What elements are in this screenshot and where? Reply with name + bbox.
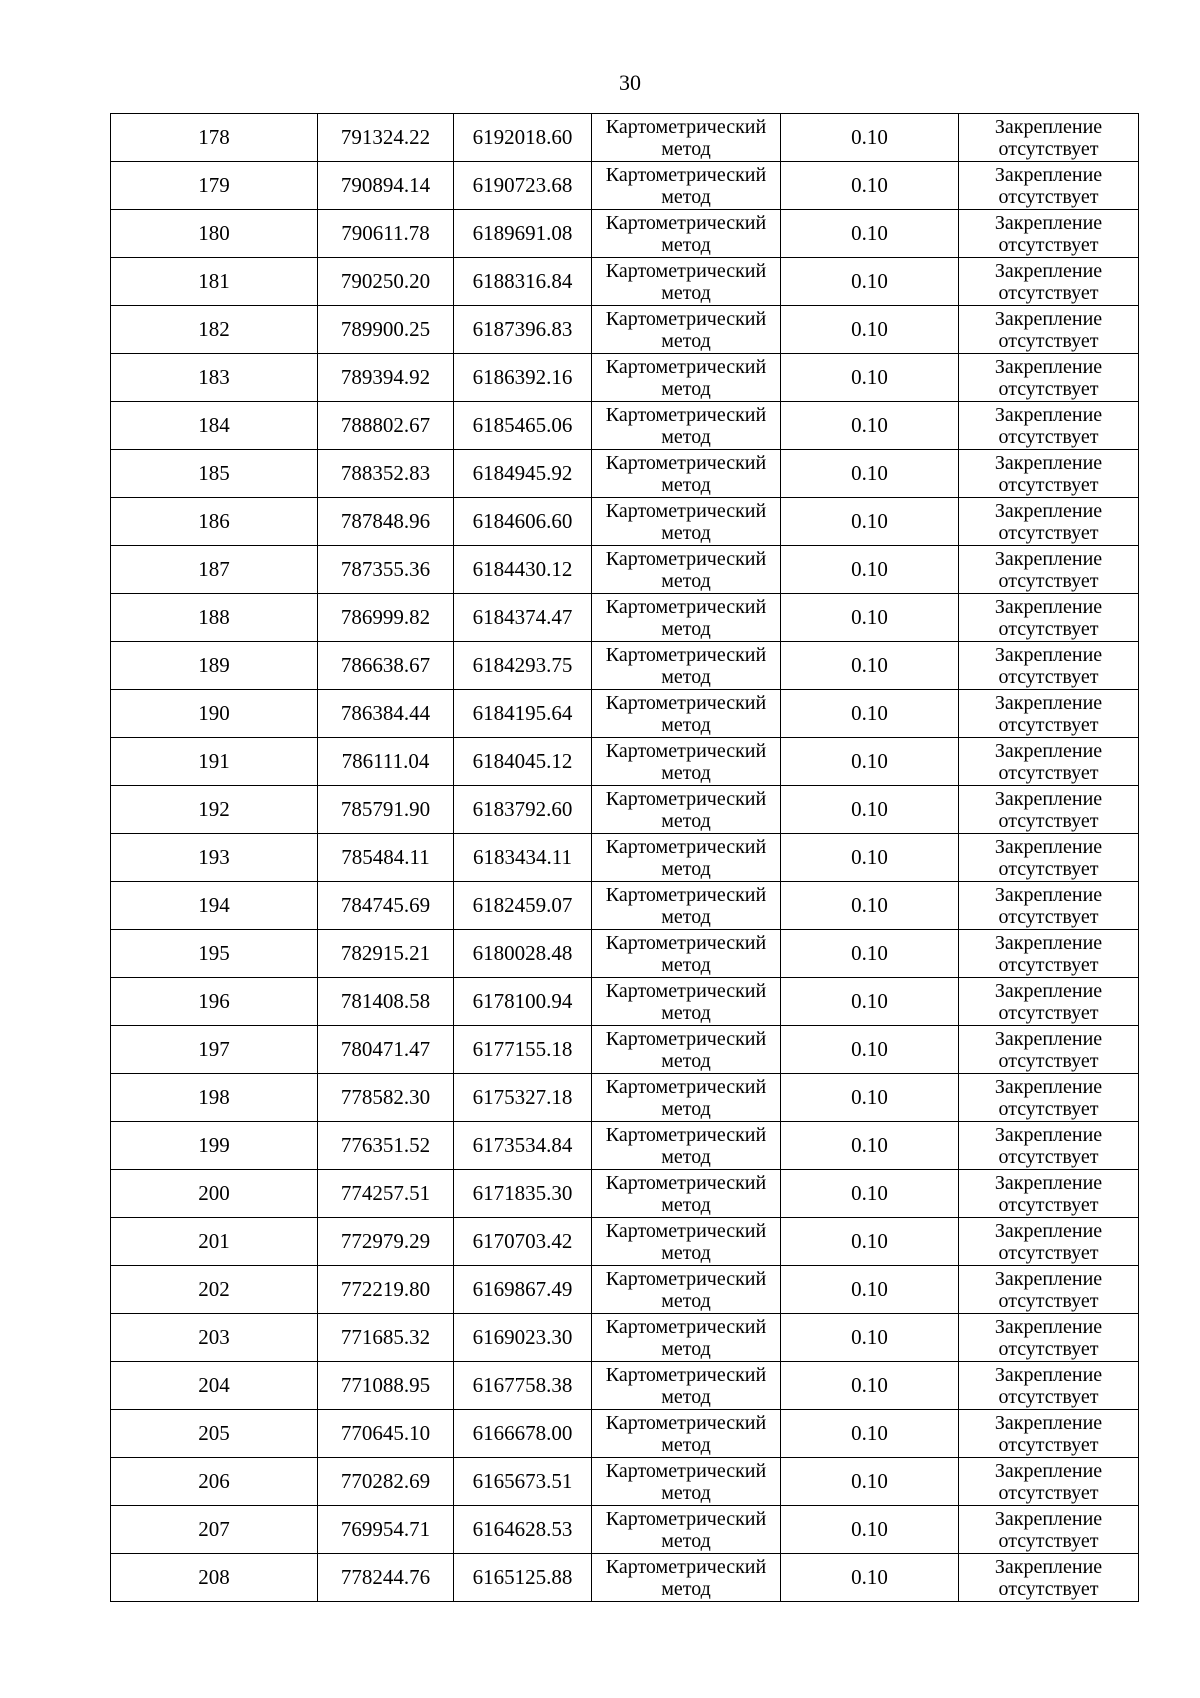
method-cell: Картометрический метод bbox=[592, 1218, 781, 1266]
fixation-cell: Закрепление отсутствует bbox=[959, 1026, 1139, 1074]
point-number-cell: 204 bbox=[111, 1362, 318, 1410]
x-coordinate-cell: 786638.67 bbox=[318, 642, 454, 690]
fixation-cell: Закрепление отсутствует bbox=[959, 258, 1139, 306]
accuracy-cell: 0.10 bbox=[781, 882, 959, 930]
table-row bbox=[111, 1314, 1139, 1362]
y-coordinate-cell: 6190723.68 bbox=[454, 162, 592, 210]
x-coordinate-cell: 787848.96 bbox=[318, 498, 454, 546]
method-cell: Картометрический метод bbox=[592, 738, 781, 786]
x-coordinate-cell: 780471.47 bbox=[318, 1026, 454, 1074]
x-coordinate-cell: 790894.14 bbox=[318, 162, 454, 210]
table-row bbox=[111, 738, 1139, 786]
table-row bbox=[111, 1218, 1139, 1266]
fixation-cell: Закрепление отсутствует bbox=[959, 1314, 1139, 1362]
fixation-cell: Закрепление отсутствует bbox=[959, 1410, 1139, 1458]
table-row bbox=[111, 1122, 1139, 1170]
y-coordinate-cell: 6167758.38 bbox=[454, 1362, 592, 1410]
method-cell: Картометрический метод bbox=[592, 1314, 781, 1362]
x-coordinate-cell: 788802.67 bbox=[318, 402, 454, 450]
accuracy-cell: 0.10 bbox=[781, 498, 959, 546]
accuracy-cell: 0.10 bbox=[781, 738, 959, 786]
point-number-cell: 201 bbox=[111, 1218, 318, 1266]
y-coordinate-cell: 6169023.30 bbox=[454, 1314, 592, 1362]
fixation-cell: Закрепление отсутствует bbox=[959, 498, 1139, 546]
point-number-cell: 179 bbox=[111, 162, 318, 210]
method-cell: Картометрический метод bbox=[592, 978, 781, 1026]
method-cell: Картометрический метод bbox=[592, 402, 781, 450]
fixation-cell: Закрепление отсутствует bbox=[959, 402, 1139, 450]
point-number-cell: 191 bbox=[111, 738, 318, 786]
table-row bbox=[111, 546, 1139, 594]
fixation-cell: Закрепление отсутствует bbox=[959, 1170, 1139, 1218]
fixation-cell: Закрепление отсутствует bbox=[959, 738, 1139, 786]
table-row bbox=[111, 1554, 1139, 1602]
point-number-cell: 200 bbox=[111, 1170, 318, 1218]
fixation-cell: Закрепление отсутствует bbox=[959, 1506, 1139, 1554]
method-cell: Картометрический метод bbox=[592, 162, 781, 210]
fixation-cell: Закрепление отсутствует bbox=[959, 162, 1139, 210]
method-cell: Картометрический метод bbox=[592, 258, 781, 306]
point-number-cell: 203 bbox=[111, 1314, 318, 1362]
point-number-cell: 190 bbox=[111, 690, 318, 738]
fixation-cell: Закрепление отсутствует bbox=[959, 1122, 1139, 1170]
point-number-cell: 195 bbox=[111, 930, 318, 978]
point-number-cell: 184 bbox=[111, 402, 318, 450]
point-number-cell: 202 bbox=[111, 1266, 318, 1314]
table-row bbox=[111, 450, 1139, 498]
table-row bbox=[111, 1266, 1139, 1314]
point-number-cell: 186 bbox=[111, 498, 318, 546]
x-coordinate-cell: 771088.95 bbox=[318, 1362, 454, 1410]
method-cell: Картометрический метод bbox=[592, 642, 781, 690]
method-cell: Картометрический метод bbox=[592, 882, 781, 930]
x-coordinate-cell: 786111.04 bbox=[318, 738, 454, 786]
y-coordinate-cell: 6184045.12 bbox=[454, 738, 592, 786]
fixation-cell: Закрепление отсутствует bbox=[959, 930, 1139, 978]
x-coordinate-cell: 771685.32 bbox=[318, 1314, 454, 1362]
fixation-cell: Закрепление отсутствует bbox=[959, 642, 1139, 690]
method-cell: Картометрический метод bbox=[592, 1074, 781, 1122]
accuracy-cell: 0.10 bbox=[781, 642, 959, 690]
y-coordinate-cell: 6188316.84 bbox=[454, 258, 592, 306]
coordinates-table bbox=[110, 113, 1139, 1602]
table-row bbox=[111, 306, 1139, 354]
y-coordinate-cell: 6185465.06 bbox=[454, 402, 592, 450]
method-cell: Картометрический метод bbox=[592, 1506, 781, 1554]
y-coordinate-cell: 6184430.12 bbox=[454, 546, 592, 594]
accuracy-cell: 0.10 bbox=[781, 450, 959, 498]
point-number-cell: 194 bbox=[111, 882, 318, 930]
method-cell: Картометрический метод bbox=[592, 594, 781, 642]
method-cell: Картометрический метод bbox=[592, 834, 781, 882]
method-cell: Картометрический метод bbox=[592, 1554, 781, 1602]
table-row bbox=[111, 882, 1139, 930]
accuracy-cell: 0.10 bbox=[781, 1170, 959, 1218]
x-coordinate-cell: 785791.90 bbox=[318, 786, 454, 834]
y-coordinate-cell: 6165673.51 bbox=[454, 1458, 592, 1506]
table-row bbox=[111, 258, 1139, 306]
x-coordinate-cell: 787355.36 bbox=[318, 546, 454, 594]
table-row bbox=[111, 162, 1139, 210]
fixation-cell: Закрепление отсутствует bbox=[959, 978, 1139, 1026]
x-coordinate-cell: 786384.44 bbox=[318, 690, 454, 738]
accuracy-cell: 0.10 bbox=[781, 1458, 959, 1506]
x-coordinate-cell: 788352.83 bbox=[318, 450, 454, 498]
fixation-cell: Закрепление отсутствует bbox=[959, 594, 1139, 642]
table-body bbox=[111, 114, 1139, 1602]
y-coordinate-cell: 6178100.94 bbox=[454, 978, 592, 1026]
y-coordinate-cell: 6184606.60 bbox=[454, 498, 592, 546]
fixation-cell: Закрепление отсутствует bbox=[959, 114, 1139, 162]
x-coordinate-cell: 786999.82 bbox=[318, 594, 454, 642]
x-coordinate-cell: 774257.51 bbox=[318, 1170, 454, 1218]
fixation-cell: Закрепление отсутствует bbox=[959, 354, 1139, 402]
y-coordinate-cell: 6184945.92 bbox=[454, 450, 592, 498]
method-cell: Картометрический метод bbox=[592, 1362, 781, 1410]
x-coordinate-cell: 785484.11 bbox=[318, 834, 454, 882]
accuracy-cell: 0.10 bbox=[781, 1314, 959, 1362]
accuracy-cell: 0.10 bbox=[781, 978, 959, 1026]
fixation-cell: Закрепление отсутствует bbox=[959, 450, 1139, 498]
accuracy-cell: 0.10 bbox=[781, 1122, 959, 1170]
point-number-cell: 188 bbox=[111, 594, 318, 642]
y-coordinate-cell: 6173534.84 bbox=[454, 1122, 592, 1170]
point-number-cell: 182 bbox=[111, 306, 318, 354]
accuracy-cell: 0.10 bbox=[781, 114, 959, 162]
x-coordinate-cell: 776351.52 bbox=[318, 1122, 454, 1170]
method-cell: Картометрический метод bbox=[592, 786, 781, 834]
x-coordinate-cell: 769954.71 bbox=[318, 1506, 454, 1554]
table-row bbox=[111, 1362, 1139, 1410]
page-number: 30 bbox=[619, 70, 641, 95]
table-row bbox=[111, 210, 1139, 258]
x-coordinate-cell: 784745.69 bbox=[318, 882, 454, 930]
x-coordinate-cell: 770282.69 bbox=[318, 1458, 454, 1506]
method-cell: Картометрический метод bbox=[592, 114, 781, 162]
accuracy-cell: 0.10 bbox=[781, 594, 959, 642]
y-coordinate-cell: 6165125.88 bbox=[454, 1554, 592, 1602]
accuracy-cell: 0.10 bbox=[781, 1026, 959, 1074]
point-number-cell: 198 bbox=[111, 1074, 318, 1122]
accuracy-cell: 0.10 bbox=[781, 258, 959, 306]
x-coordinate-cell: 778582.30 bbox=[318, 1074, 454, 1122]
method-cell: Картометрический метод bbox=[592, 1122, 781, 1170]
fixation-cell: Закрепление отсутствует bbox=[959, 1362, 1139, 1410]
point-number-cell: 192 bbox=[111, 786, 318, 834]
point-number-cell: 193 bbox=[111, 834, 318, 882]
accuracy-cell: 0.10 bbox=[781, 162, 959, 210]
point-number-cell: 178 bbox=[111, 114, 318, 162]
y-coordinate-cell: 6180028.48 bbox=[454, 930, 592, 978]
fixation-cell: Закрепление отсутствует bbox=[959, 834, 1139, 882]
point-number-cell: 189 bbox=[111, 642, 318, 690]
table-row bbox=[111, 978, 1139, 1026]
y-coordinate-cell: 6182459.07 bbox=[454, 882, 592, 930]
method-cell: Картометрический метод bbox=[592, 546, 781, 594]
point-number-cell: 196 bbox=[111, 978, 318, 1026]
method-cell: Картометрический метод bbox=[592, 930, 781, 978]
fixation-cell: Закрепление отсутствует bbox=[959, 1218, 1139, 1266]
fixation-cell: Закрепление отсутствует bbox=[959, 1266, 1139, 1314]
y-coordinate-cell: 6177155.18 bbox=[454, 1026, 592, 1074]
point-number-cell: 183 bbox=[111, 354, 318, 402]
fixation-cell: Закрепление отсутствует bbox=[959, 690, 1139, 738]
method-cell: Картометрический метод bbox=[592, 306, 781, 354]
accuracy-cell: 0.10 bbox=[781, 1410, 959, 1458]
fixation-cell: Закрепление отсутствует bbox=[959, 1554, 1139, 1602]
method-cell: Картометрический метод bbox=[592, 210, 781, 258]
fixation-cell: Закрепление отсутствует bbox=[959, 546, 1139, 594]
method-cell: Картометрический метод bbox=[592, 1458, 781, 1506]
x-coordinate-cell: 782915.21 bbox=[318, 930, 454, 978]
table-row bbox=[111, 1074, 1139, 1122]
fixation-cell: Закрепление отсутствует bbox=[959, 1074, 1139, 1122]
y-coordinate-cell: 6164628.53 bbox=[454, 1506, 592, 1554]
table-row bbox=[111, 834, 1139, 882]
y-coordinate-cell: 6171835.30 bbox=[454, 1170, 592, 1218]
point-number-cell: 206 bbox=[111, 1458, 318, 1506]
y-coordinate-cell: 6187396.83 bbox=[454, 306, 592, 354]
y-coordinate-cell: 6175327.18 bbox=[454, 1074, 592, 1122]
y-coordinate-cell: 6184293.75 bbox=[454, 642, 592, 690]
x-coordinate-cell: 781408.58 bbox=[318, 978, 454, 1026]
x-coordinate-cell: 789394.92 bbox=[318, 354, 454, 402]
accuracy-cell: 0.10 bbox=[781, 402, 959, 450]
accuracy-cell: 0.10 bbox=[781, 786, 959, 834]
accuracy-cell: 0.10 bbox=[781, 1218, 959, 1266]
table-row bbox=[111, 930, 1139, 978]
y-coordinate-cell: 6184195.64 bbox=[454, 690, 592, 738]
y-coordinate-cell: 6183434.11 bbox=[454, 834, 592, 882]
accuracy-cell: 0.10 bbox=[781, 1074, 959, 1122]
point-number-cell: 181 bbox=[111, 258, 318, 306]
method-cell: Картометрический метод bbox=[592, 1170, 781, 1218]
table-row bbox=[111, 690, 1139, 738]
accuracy-cell: 0.10 bbox=[781, 546, 959, 594]
accuracy-cell: 0.10 bbox=[781, 1554, 959, 1602]
y-coordinate-cell: 6166678.00 bbox=[454, 1410, 592, 1458]
point-number-cell: 208 bbox=[111, 1554, 318, 1602]
accuracy-cell: 0.10 bbox=[781, 1362, 959, 1410]
fixation-cell: Закрепление отсутствует bbox=[959, 210, 1139, 258]
accuracy-cell: 0.10 bbox=[781, 690, 959, 738]
accuracy-cell: 0.10 bbox=[781, 834, 959, 882]
fixation-cell: Закрепление отсутствует bbox=[959, 882, 1139, 930]
table-row bbox=[111, 1026, 1139, 1074]
table-row bbox=[111, 1410, 1139, 1458]
accuracy-cell: 0.10 bbox=[781, 1266, 959, 1314]
fixation-cell: Закрепление отсутствует bbox=[959, 1458, 1139, 1506]
fixation-cell: Закрепление отсутствует bbox=[959, 306, 1139, 354]
y-coordinate-cell: 6183792.60 bbox=[454, 786, 592, 834]
x-coordinate-cell: 770645.10 bbox=[318, 1410, 454, 1458]
x-coordinate-cell: 791324.22 bbox=[318, 114, 454, 162]
x-coordinate-cell: 772979.29 bbox=[318, 1218, 454, 1266]
method-cell: Картометрический метод bbox=[592, 1410, 781, 1458]
table-row bbox=[111, 1458, 1139, 1506]
table-row bbox=[111, 114, 1139, 162]
x-coordinate-cell: 772219.80 bbox=[318, 1266, 454, 1314]
method-cell: Картометрический метод bbox=[592, 1266, 781, 1314]
y-coordinate-cell: 6184374.47 bbox=[454, 594, 592, 642]
table-row bbox=[111, 642, 1139, 690]
x-coordinate-cell: 789900.25 bbox=[318, 306, 454, 354]
x-coordinate-cell: 790250.20 bbox=[318, 258, 454, 306]
point-number-cell: 197 bbox=[111, 1026, 318, 1074]
table-row bbox=[111, 786, 1139, 834]
table-row bbox=[111, 354, 1139, 402]
point-number-cell: 180 bbox=[111, 210, 318, 258]
accuracy-cell: 0.10 bbox=[781, 354, 959, 402]
table-row bbox=[111, 1506, 1139, 1554]
table-row bbox=[111, 594, 1139, 642]
table-row bbox=[111, 402, 1139, 450]
method-cell: Картометрический метод bbox=[592, 498, 781, 546]
x-coordinate-cell: 778244.76 bbox=[318, 1554, 454, 1602]
table-row bbox=[111, 498, 1139, 546]
y-coordinate-cell: 6192018.60 bbox=[454, 114, 592, 162]
point-number-cell: 199 bbox=[111, 1122, 318, 1170]
accuracy-cell: 0.10 bbox=[781, 306, 959, 354]
method-cell: Картометрический метод bbox=[592, 1026, 781, 1074]
point-number-cell: 207 bbox=[111, 1506, 318, 1554]
fixation-cell: Закрепление отсутствует bbox=[959, 786, 1139, 834]
method-cell: Картометрический метод bbox=[592, 450, 781, 498]
y-coordinate-cell: 6189691.08 bbox=[454, 210, 592, 258]
method-cell: Картометрический метод bbox=[592, 690, 781, 738]
point-number-cell: 185 bbox=[111, 450, 318, 498]
accuracy-cell: 0.10 bbox=[781, 210, 959, 258]
y-coordinate-cell: 6170703.42 bbox=[454, 1218, 592, 1266]
accuracy-cell: 0.10 bbox=[781, 1506, 959, 1554]
method-cell: Картометрический метод bbox=[592, 354, 781, 402]
point-number-cell: 205 bbox=[111, 1410, 318, 1458]
y-coordinate-cell: 6186392.16 bbox=[454, 354, 592, 402]
y-coordinate-cell: 6169867.49 bbox=[454, 1266, 592, 1314]
point-number-cell: 187 bbox=[111, 546, 318, 594]
x-coordinate-cell: 790611.78 bbox=[318, 210, 454, 258]
table-row bbox=[111, 1170, 1139, 1218]
accuracy-cell: 0.10 bbox=[781, 930, 959, 978]
